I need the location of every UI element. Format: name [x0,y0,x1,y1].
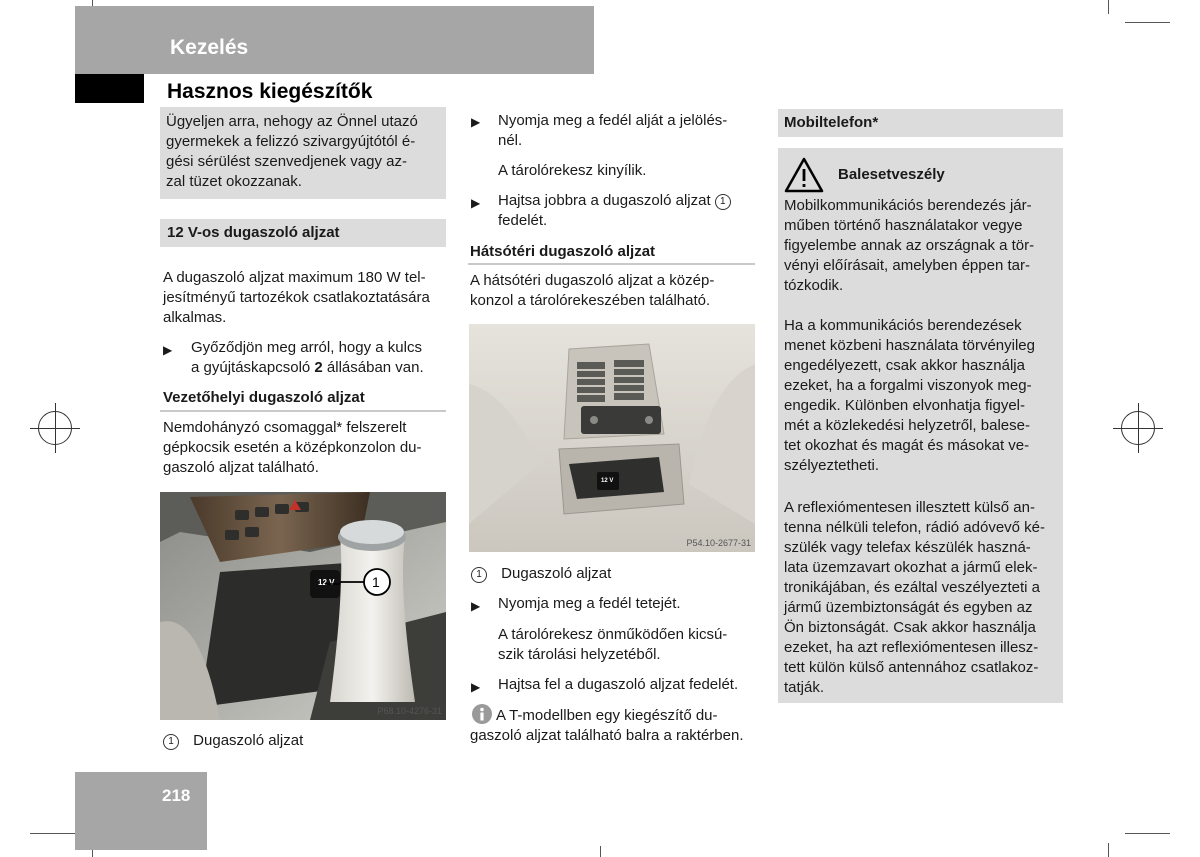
page-number: 218 [162,786,191,805]
text-line: A tárolórekesz önműködően kicsú- [498,626,728,643]
child-safety-note [166,112,418,192]
step-bullet-icon: ▶ [163,343,173,357]
caption-text: Dugaszoló aljzat [193,732,304,749]
text-line: A hátsótéri dugaszoló aljzat a közép- [470,272,715,289]
crop-mark [1125,22,1170,23]
compartment-slides-out [498,625,727,665]
heading-rule [160,410,446,412]
crop-mark [30,833,75,834]
text-line: mét a közlekedési helyzetről, balese- [784,417,1030,434]
socket-description [163,268,430,328]
text-line: lata üzemzavart okozhat a jármű elek- [784,559,1038,576]
ignition-step [191,338,424,378]
note-line: Ügyeljen arra, nehogy az Önnel utazó [166,113,418,130]
text-line: jármű üzembiztonságát és egyben az [784,599,1033,616]
key-position: 2 [314,359,323,376]
text-line: Győződjön meg arról, hogy a kulcs [191,339,422,356]
text-line: Nemdohányzó csomaggal* felszerelt [163,419,407,436]
driver-socket-heading: Vezetőhelyi dugaszoló aljzat [163,389,365,406]
text-line [191,358,424,378]
callout-number-icon: 1 [163,734,179,750]
heading-rule [468,263,755,265]
text-line: tatják. [784,679,825,696]
crop-mark [1108,0,1109,14]
socket-heading: 12 V-os dugaszoló aljzat [167,224,340,241]
callout-1: 1 [372,574,380,590]
text-line: konzol a tárolórekeszében található. [470,292,711,309]
photo-label: 12 V [601,478,614,484]
registration-mark [55,403,56,453]
photo-code: P54.10-2677-31 [686,538,751,548]
crop-mark [1125,833,1170,834]
rear-socket-heading: Hátsótéri dugaszoló aljzat [470,243,656,260]
text-line: jesítményű tartozékok csatlakoztatására [163,289,430,306]
photo-caption [163,731,303,751]
text-line: Mobilkommunikációs berendezés jár- [784,197,1032,214]
warning-paragraph-3 [784,498,1045,698]
text-span: a gyújtáskapcsoló [191,359,315,376]
text-line: szülék vagy telefax készülék haszná- [784,539,1031,556]
compartment-opens: A tárolórekesz kinyílik. [498,162,647,179]
press-cover-step [498,111,727,151]
rear-socket-photo [469,324,755,552]
registration-mark [1138,403,1139,453]
note-line: gyermekek a felizzó szivargyújtótól é- [166,133,416,150]
warning-paragraph-1 [784,196,1034,296]
text-line [498,191,731,211]
text-line: figyelembe annak az országnak a tör- [784,237,1035,254]
info-note [470,706,744,746]
warning-paragraph-2 [784,316,1035,476]
text-span: Hajtsa jobbra a dugaszoló aljzat [498,192,715,209]
section-title: Kezelés [170,36,249,59]
text-line: engedélyezett, csak akkor használja [784,357,1025,374]
crop-mark [600,846,601,857]
section-header-band [75,6,594,74]
text-line: gaszoló aljzat található balra a raktérben. [470,727,744,744]
text-line: nél. [498,132,523,149]
text-line: ezeket, ha a forgalmi viszonyok meg- [784,377,1032,394]
text-line: tronikájában, és ezáltal veszélyezteti a [784,579,1040,596]
text-line: alkalmas. [163,309,227,326]
press-top-step: Nyomja meg a fedél tetejét. [498,595,681,612]
photo-code: P68.10-4276-31 [377,706,442,716]
text-line: vényi előírásait, amelyben éppen tar- [784,257,1030,274]
text-line: gépkocsik esetén a középkonzolon du- [163,439,422,456]
page-number-box [75,772,207,850]
text-line: tet okozhat és magát és másokat ve- [784,437,1030,454]
page-title: Hasznos kiegészítők [167,80,373,103]
note-line: gési sérülést szenvedjenek vagy az- [166,153,407,170]
rear-socket-description [470,271,714,311]
callout-number-icon: 1 [471,567,487,583]
warning-triangle-icon [784,157,824,198]
step-bullet-icon: ▶ [471,680,481,694]
driver-socket-description [163,418,422,478]
text-line: Ön biztonságát. Csak akkor használja [784,619,1036,636]
text-line: műben történő használatakor vegye [784,217,1023,234]
fold-cover-step [498,191,731,231]
caption-text: Dugaszoló aljzat [501,565,612,582]
text-line: Nyomja meg a fedél alját a jelölés- [498,112,728,129]
mobile-phone-heading: Mobiltelefon* [784,114,879,131]
text-line: A T-modellben egy kiegészítő du- [496,707,718,724]
callout-number-icon: 1 [715,194,731,210]
step-bullet-icon: ▶ [471,115,481,129]
crop-mark [1108,843,1109,857]
text-line: tenna nélküli telefon, rádió adóvevő ké- [784,519,1046,536]
text-line: tózkodik. [784,277,844,294]
heading-marker [75,74,144,103]
photo-caption [471,564,611,584]
text-span: állásában van. [322,359,424,376]
text-line: tett külön külső antennához csatlakoz- [784,659,1039,676]
driver-socket-photo [160,492,446,720]
step-bullet-icon: ▶ [471,599,481,613]
text-line: menet közbeni használata törvényileg [784,337,1035,354]
step-bullet-icon: ▶ [471,196,481,210]
text-line: engedik. Különben elvonhatja figyel- [784,397,1026,414]
note-line: zal tüzet okozzanak. [166,173,302,190]
text-line: fedelét. [498,212,548,229]
text-line: szélyeztetheti. [784,457,880,474]
warning-title: Balesetveszély [838,166,945,183]
text-line: Ha a kommunikációs berendezések [784,317,1022,334]
text-line: A dugaszoló aljzat maximum 180 W tel- [163,269,426,286]
text-line: A reflexiómentesen illesztett külső an- [784,499,1035,516]
lift-cover-step: Hajtsa fel a dugaszoló aljzat fedelét. [498,676,739,693]
text-line: ezeket, ha azt reflexiómentesen illesz- [784,639,1039,656]
text-line: gaszoló aljzat található. [163,459,319,476]
photo-label: 12 V [318,578,335,587]
text-line: szik tárolási helyzetéből. [498,646,661,663]
